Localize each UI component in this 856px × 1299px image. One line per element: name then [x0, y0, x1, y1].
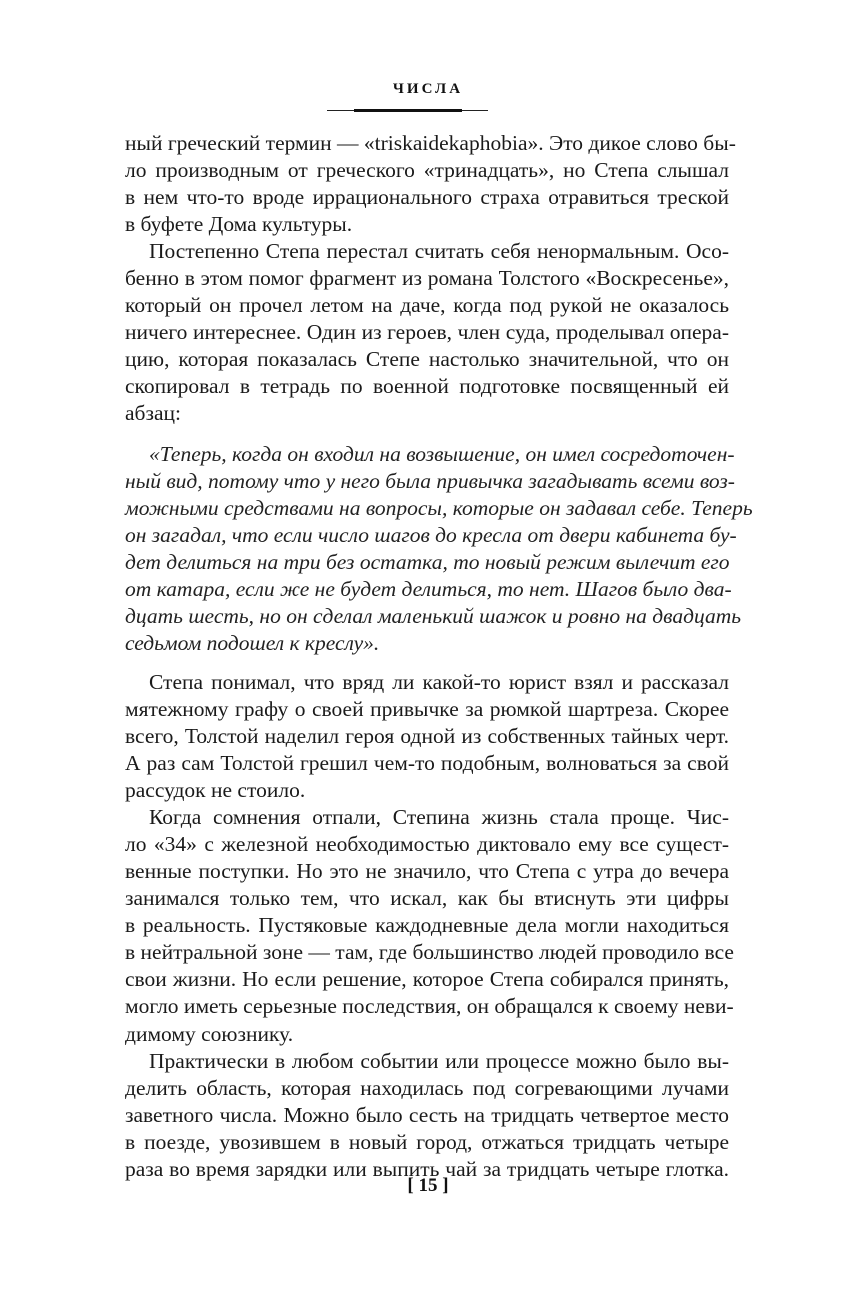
text-line: мятежному графу о своей привычке за рюмкой шартреза. Скорее: [125, 696, 729, 721]
text-line: Постепенно Степа перестал считать себя ненормальным. Осо-: [149, 239, 729, 264]
text-line: в нем что-то вроде иррационального страха отравиться треской: [125, 185, 729, 210]
text-line: Когда сомнения отпали, Степина жизнь стала проще. Чис-: [149, 805, 729, 830]
header-rule-accent: [354, 109, 462, 112]
text-line: всего, Толстой наделил героя одной из собственных тайных черт.: [125, 723, 729, 748]
text-line: занимался только тем, что искал, как бы втиснуть эти цифры: [125, 886, 729, 911]
text-line: рассудок не стоило.: [125, 778, 306, 803]
running-header: [0, 80, 856, 98]
text-line: в поезде, увозившем в новый город, отжаться тридцать четыре: [125, 1129, 729, 1154]
text-line: от катара, если же не будет делиться, то нет. Шагов было два-: [125, 576, 732, 601]
text-line: ный вид, потому что у него была привычка загадывать всеми воз-: [125, 468, 735, 493]
text-line: делить область, которая находилась под согревающими лучами: [125, 1075, 729, 1100]
block-quote: [125, 441, 753, 657]
text-line: бенно в этом помог фрагмент из романа Толстого «Воскресенье»,: [125, 266, 729, 291]
text-line: могло иметь серьезные последствия, он обращался к своему неви-: [125, 994, 734, 1019]
text-line: свои жизни. Но если решение, которое Степа собирался принять,: [125, 967, 729, 992]
text-line: димому союзнику.: [125, 1021, 294, 1046]
text-line: ный греческий термин — «triskaidekaphobia». Это дикое слово бы-: [125, 131, 736, 155]
text-line: седьмом подошел к креслу».: [125, 630, 380, 655]
text-line: ло производным от греческого «тринадцать», но Степа слышал: [125, 158, 729, 183]
text-line: дцать шесть, но он сделал маленький шажок и ровно на двадцать: [125, 603, 742, 628]
text-line: ло «34» с железной необходимостью диктовало ему все сущест-: [125, 832, 729, 857]
page-number: [ 15 ]: [407, 1175, 449, 1196]
text-line: «Теперь, когда он входил на возвышение, он имел сосредоточен-: [149, 441, 735, 466]
text-line: цию, которая показалась Степе настолько значительной, что он: [125, 347, 729, 372]
paragraph: [125, 1048, 729, 1183]
paragraph: [125, 804, 734, 1047]
text-line: в буфете Дома культуры.: [125, 212, 353, 237]
text-line: ничего интереснее. Один из героев, член суда, проделывал опера-: [125, 320, 729, 345]
text-line: дет делиться на три без остатка, то новый режим вылечит его: [125, 549, 730, 574]
text-line: заветного числа. Можно было сесть на тридцать четвертое место: [125, 1102, 729, 1127]
text-line: раза во время зарядки или выпить чай за тридцать четыре глотка.: [125, 1156, 729, 1181]
paragraph: [125, 238, 729, 427]
paragraph: [125, 130, 736, 238]
text-line: в реальность. Пустяковые каждодневные дела могли находиться: [125, 913, 729, 938]
text-line: венные поступки. Но это не значило, что Степа с утра до вечера: [125, 859, 729, 884]
text-line: скопировал в тетрадь по военной подготовке посвященный ей: [125, 374, 729, 399]
text-line: который он прочел летом на даче, когда под рукой не оказалось: [125, 293, 729, 318]
text-line: абзац:: [125, 401, 181, 426]
text-line: он загадал, что если число шагов до кресла от двери кабинета бу-: [125, 522, 737, 547]
text-line: Практически в любом событии или процессе можно было вы-: [149, 1048, 729, 1073]
running-title: ЧИСЛА: [392, 81, 464, 97]
text-line: можными средствами на вопросы, которые он задавал себе. Теперь: [125, 495, 753, 520]
text-line: А раз сам Толстой грешил чем-то подобным, волноваться за свой: [125, 751, 729, 776]
body-text: [125, 130, 753, 1183]
paragraph: [125, 669, 729, 804]
text-line: Степа понимал, что вряд ли какой-то юрист взял и рассказал: [149, 669, 729, 694]
text-line: в нейтральной зоне — там, где большинство людей проводило все: [125, 940, 734, 965]
